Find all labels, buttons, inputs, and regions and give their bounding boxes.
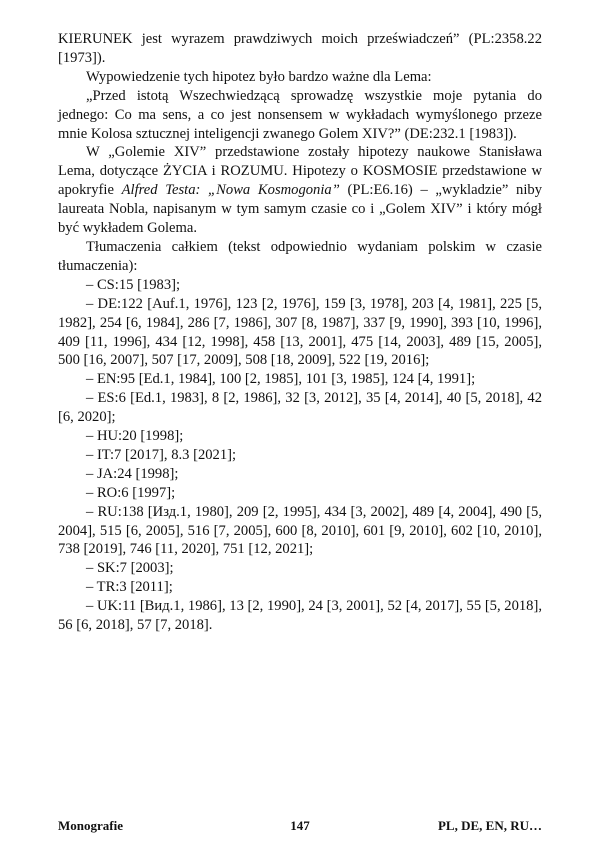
- page-footer: [58, 818, 542, 836]
- translations-list: [58, 276, 542, 635]
- translation-entry-ru: – RU:138 [Изд.1, 1980], 209 [2, 1995], 434 [3, 2002], 489 [4, 2004], 490 [5, 2004], 515 [6, 2005], 516 [7, 2005], 600 [8, 2010], 601 [9, 2010], 602 [10, 2010], 738 [2019], 746 [11, 2020], 751 [12, 2021];: [58, 503, 542, 558]
- translation-entry-tr: – TR:3 [2011];: [86, 579, 173, 596]
- footer-series-label: Monografie: [58, 818, 123, 833]
- paragraph-golem-part-a: W „Golemie XIV” przedstawione zostały hipotezy naukowe Stanisława Lema, dotyczące ŻYCIA i ROZUMU. Hipotezy o KOSMOSIE przedstawione w apokryfie: [58, 144, 542, 199]
- translation-entry-ja: – JA:24 [1998];: [86, 465, 179, 482]
- translation-entry-cs: – CS:15 [1983];: [86, 276, 181, 293]
- paragraph-golem: [58, 143, 542, 238]
- translation-entry-es: – ES:6 [Ed.1, 1983], 8 [2, 1986], 32 [3, 2012], 35 [4, 2014], 40 [5, 2018], 42 [6, 2020];: [58, 390, 542, 426]
- translation-entry-sk: – SK:7 [2003];: [86, 560, 174, 577]
- paragraph-translations-intro: Tłumaczenia całkiem (tekst odpowiednio wydaniam polskim w czasie tłumaczenia):: [58, 238, 542, 274]
- page-number: 147: [290, 818, 310, 833]
- footer-languages-label: PL, DE, EN, RU…: [437, 818, 542, 833]
- translation-entry-ro: – RO:6 [1997];: [86, 484, 176, 501]
- paragraph-golem-part-b: (PL:E6.16) – „wykladzie” niby laureata Nobla, napisanym w tym samym czasie co i „Golem XIV” i który mógł być wykładem Golema.: [58, 182, 542, 237]
- translation-entry-hu: – HU:20 [1998];: [86, 428, 184, 445]
- translation-entry-de: – DE:122 [Auf.1, 1976], 123 [2, 1976], 159 [3, 1978], 203 [4, 1981], 225 [5, 1982], 254 [6, 1984], 286 [7, 1986], 307 [8, 1987], 337 [9, 1990], 393 [10, 1996], 409 [11, 1996], 434 [12, 1998], 458 [13, 2001], 475 [14, 2003], 489 [15, 2005], 500 [16, 2007], 507 [17, 2009], 508 [18, 2009], 522 [19, 2016];: [58, 295, 542, 369]
- page-body: [58, 30, 542, 635]
- translation-entry-it: – IT:7 [2017], 8.3 [2021];: [86, 446, 237, 463]
- translation-entry-en: – EN:95 [Ed.1, 1984], 100 [2, 1985], 101 [3, 1985], 124 [4, 1991];: [86, 371, 476, 388]
- translation-entry-uk: – UK:11 [Вид.1, 1986], 13 [2, 1990], 24 [3, 2001], 52 [4, 2017], 55 [5, 2018], 56 [6, 2018], 57 [7, 2018].: [58, 598, 542, 634]
- book-title-nowa-kosmogonia: Alfred Testa: „Nowa Kosmogonia”: [121, 182, 340, 199]
- paragraph-quote: „Przed istotą Wszechwiedzącą sprowadzę wszystkie moje pytania do jednego: Co ma sens, a co jest nonsensem w wykładach wymyślonego przeze mnie Kolosa sztucznej inteligencji zwanego Golem XIV?” (DE:232.1 [1983]).: [58, 87, 542, 142]
- paragraph-hypotheses-importance: Wypowiedzenie tych hipotez było bardzo ważne dla Lema:: [86, 68, 432, 85]
- paragraph-intro: KIERUNEK jest wyrazem prawdziwych moich przeświadczeń” (PL:2358.22 [1973]).: [58, 31, 542, 66]
